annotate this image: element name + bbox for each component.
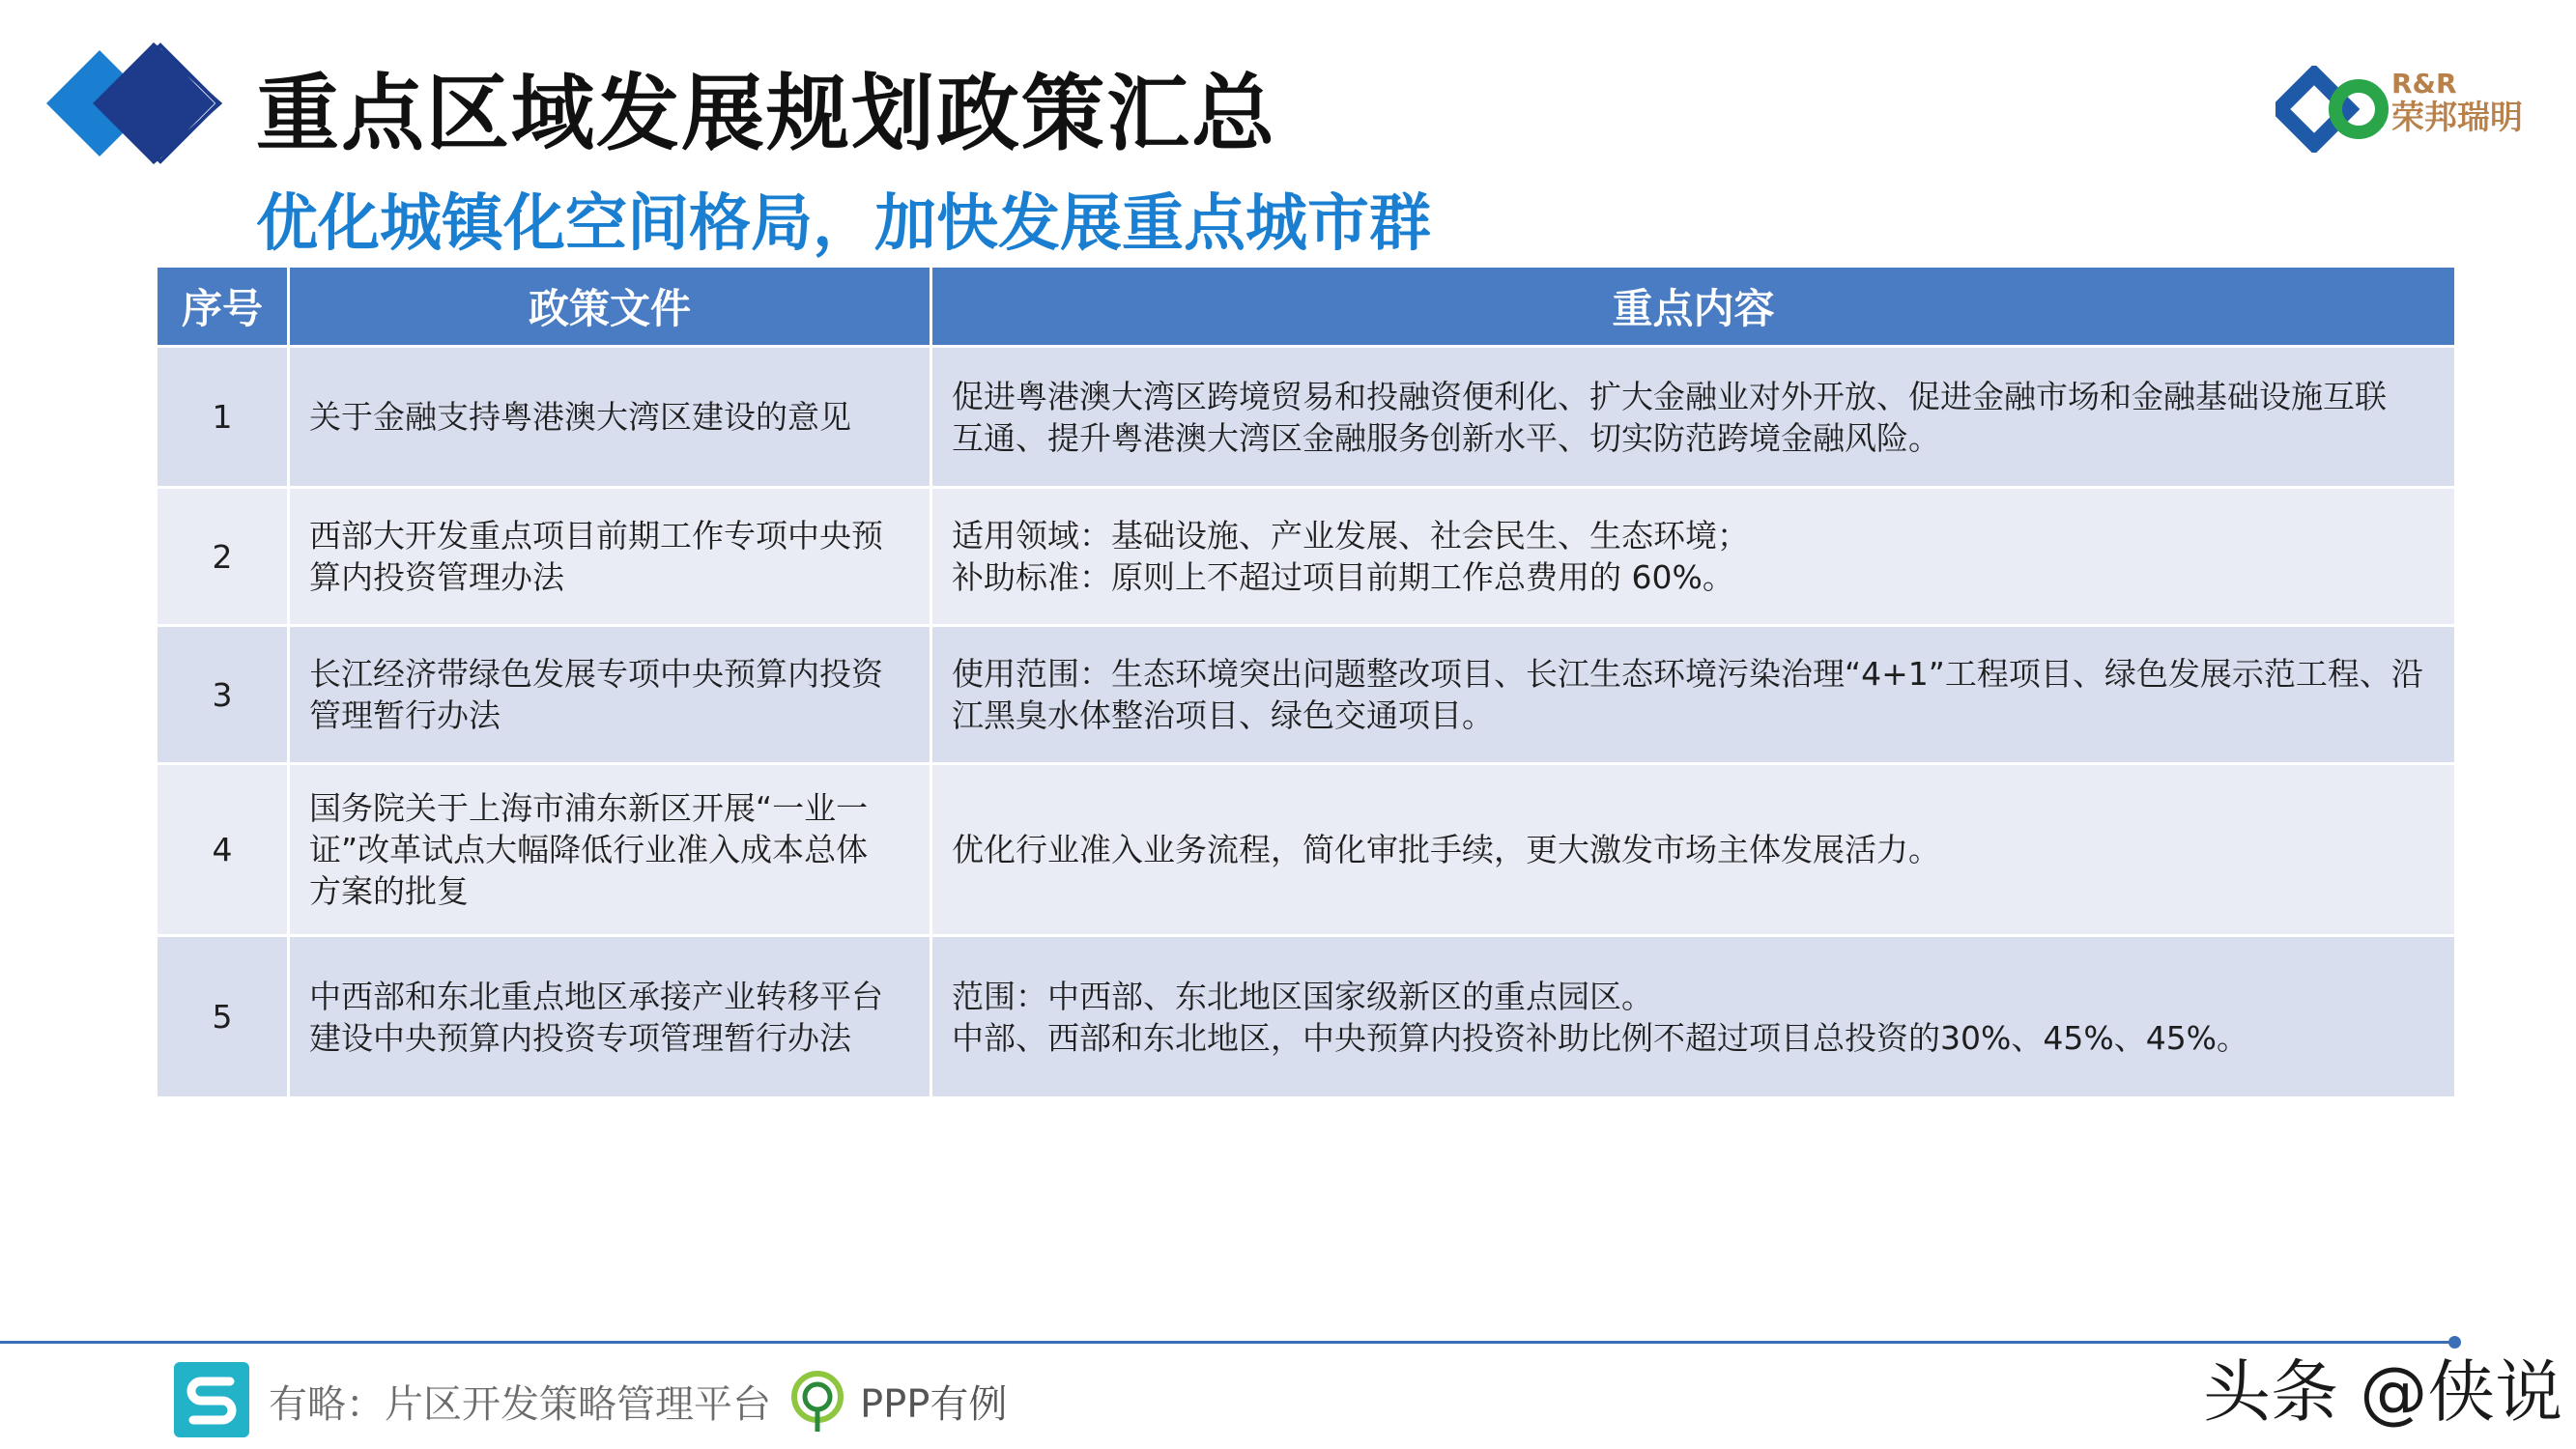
cell-line: 中部、西部和东北地区，中央预算内投资补助比例不超过项目总投资的30%、45%、45%。	[952, 1018, 2249, 1057]
ppp-label: PPP有例	[860, 1382, 1008, 1427]
cell-line: 使用范围：生态环境突出问题整改项目、长江生态环境污染治理“4+1”工程项目、绿色发展示范工程、沿	[952, 655, 2423, 693]
platform-s-logo-icon	[174, 1362, 249, 1437]
policy-doc-cell	[289, 488, 931, 626]
ppp-pin-logo-icon	[787, 1370, 847, 1434]
policy-doc-cell	[289, 347, 931, 488]
cell-line: 管理暂行办法	[309, 696, 501, 734]
diamond-logo-icon	[46, 39, 240, 169]
content-cell	[931, 764, 2456, 936]
page-title: 重点区域发展规划政策汇总	[256, 66, 1276, 162]
cell-line: 国务院关于上海市浦东新区开展“一业一	[309, 789, 869, 827]
table-row	[157, 347, 2456, 488]
content-cell	[931, 488, 2456, 626]
content-cell	[931, 936, 2456, 1098]
cell-line: 关于金融支持粤港澳大湾区建设的意见	[309, 398, 851, 436]
cell-line: 补助标准：原则上不超过项目前期工作总费用的 60%。	[952, 558, 1734, 596]
table-row	[157, 488, 2456, 626]
platform-label: 有略：片区开发策略管理平台	[269, 1382, 771, 1427]
table-row	[157, 626, 2456, 764]
header-key-content: 重点内容	[931, 267, 2456, 347]
table-header-row	[157, 267, 2456, 347]
brand-english: R&R	[2391, 68, 2457, 99]
table-row	[157, 936, 2456, 1098]
row-number: 4	[157, 764, 289, 936]
cell-line: 方案的批复	[309, 872, 469, 910]
content-cell	[931, 347, 2456, 488]
cell-line: 证”改革试点大幅降低行业准入成本总体	[309, 831, 869, 868]
cell-line: 中西部和东北重点地区承接产业转移平台	[309, 977, 883, 1015]
cell-line: 建设中央预算内投资专项管理暂行办法	[309, 1018, 851, 1057]
cell-line: 范围：中西部、东北地区国家级新区的重点园区。	[952, 977, 1653, 1015]
table-row	[157, 764, 2456, 936]
header-policy-doc: 政策文件	[289, 267, 931, 347]
cell-line: 长江经济带绿色发展专项中央预算内投资	[309, 655, 883, 693]
content-cell	[931, 626, 2456, 764]
cell-line: 优化行业准入业务流程，简化审批手续，更大激发市场主体发展活力。	[952, 831, 1940, 868]
cell-line: 算内投资管理办法	[309, 558, 564, 596]
cell-line: 适用领域：基础设施、产业发展、社会民生、生态环境；	[952, 517, 1749, 554]
policy-table	[155, 265, 2457, 1099]
cell-line: 互通、提升粤港澳大湾区金融服务创新水平、切实防范跨境金融风险。	[952, 418, 1940, 457]
cell-line: 促进粤港澳大湾区跨境贸易和投融资便利化、扩大金融业对外开放、促进金融市场和金融基础设施互联	[952, 377, 2387, 415]
header-index: 序号	[157, 267, 289, 347]
row-number: 1	[157, 347, 289, 488]
row-number: 2	[157, 488, 289, 626]
row-number: 5	[157, 936, 289, 1098]
policy-doc-cell	[289, 936, 931, 1098]
policy-doc-cell	[289, 626, 931, 764]
cell-line: 西部大开发重点项目前期工作专项中央预	[309, 517, 883, 554]
footer-divider	[0, 1341, 2459, 1344]
infinity-logo-icon	[2275, 66, 2390, 153]
brand-logo	[2275, 66, 2527, 153]
brand-chinese: 荣邦瑞明	[2391, 99, 2523, 137]
watermark-text: 头条 @侠说	[2203, 1352, 2563, 1432]
cell-line: 江黑臭水体整治项目、绿色交通项目。	[952, 696, 1494, 734]
page-subtitle: 优化城镇化空间格局，加快发展重点城市群	[256, 188, 1431, 260]
row-number: 3	[157, 626, 289, 764]
policy-doc-cell	[289, 764, 931, 936]
